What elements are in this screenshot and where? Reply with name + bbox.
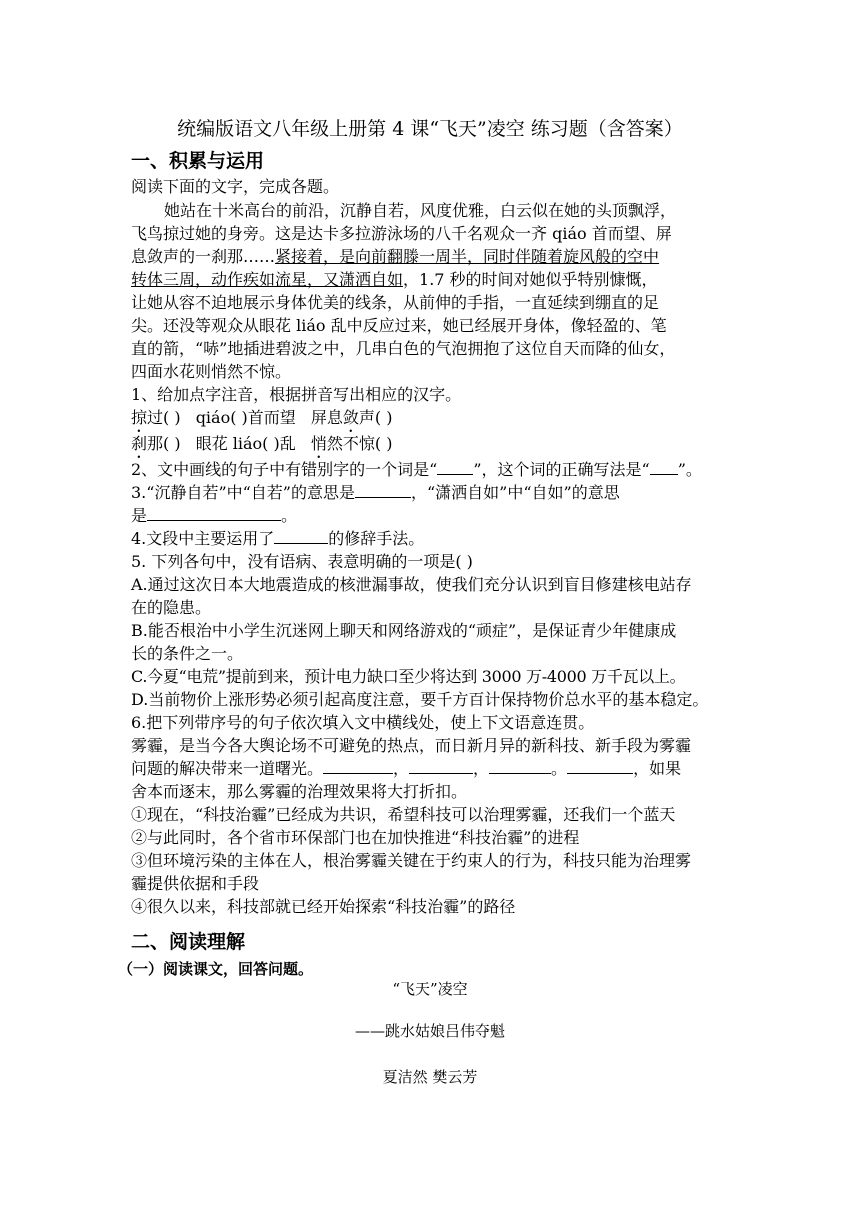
option-a-line-1: A.通过这次日本大地震造成的核泄漏事故，使我们充分认识到盲目修建核电站存 xyxy=(131,575,692,594)
passage-line-3 xyxy=(131,246,659,268)
passage-line-5: 让她从容不迫地展示身体优美的线条，从前伸的手指，一直延续到绷直的足 xyxy=(131,293,660,312)
document-title: 统编版语文八年级上册第 4 课“飞天”凌空 练习题（含答案） xyxy=(177,118,683,140)
question-6-text-2b: ，如果 xyxy=(633,759,682,778)
answer-blank[interactable] xyxy=(567,758,633,774)
underlined-sentence-part-2: 转体三周，动作疾如流星，又潇洒自如 xyxy=(131,270,404,289)
article-authors: 夏洁然 樊云芳 xyxy=(382,1068,478,1086)
question-3-text-c: 是 xyxy=(131,506,148,525)
answer-blank-text: 声( ) xyxy=(358,408,393,427)
answer-blank[interactable] xyxy=(437,459,473,475)
question-1-row-2 xyxy=(131,433,392,462)
question-5-prompt: 5. 下列各句中，没有语病、表意明确的一项是( ) xyxy=(131,552,473,571)
option-b-line-2: 长的条件之一。 xyxy=(131,644,244,663)
answer-blank-text: 然不惊( ) xyxy=(326,434,393,453)
answer-blank[interactable] xyxy=(489,758,551,774)
punct: ， xyxy=(393,759,410,778)
section1-heading: 一、积累与运用 xyxy=(131,150,265,172)
question-4 xyxy=(131,528,424,550)
answer-blank-text: 眼花 liáo( )乱 xyxy=(195,434,296,453)
option-2: ②与此同时，各个省市环保部门也在加快推进“科技治霾”的进程 xyxy=(131,828,580,847)
answer-blank-text: qiáo( )首而望 xyxy=(195,408,296,427)
article-title: “飞天”凌空 xyxy=(392,980,468,998)
underlined-sentence-part-1: 紧接着，是向前翻滕一周半，同时伴随着旋风般的空中 xyxy=(275,247,660,266)
question-3-text-b: ，“潇洒自如”中“自如”的意思 xyxy=(411,483,620,502)
answer-prefix: 屏息 xyxy=(310,408,343,427)
question-2-text-b: ”，这个词的正确写法是“ xyxy=(473,460,650,479)
question-3-text-a: 3.“沉静自若”中“自若”的意思是 xyxy=(131,483,355,502)
option-a-line-2: 在的隐患。 xyxy=(131,598,212,617)
passage-line-3-plain: 息敛声的一刹那…… xyxy=(131,247,276,266)
question-4-text-b: 的修辞手法。 xyxy=(328,529,425,548)
answer-blank-text: 过( ) xyxy=(147,408,181,427)
answer-blank[interactable] xyxy=(274,528,328,544)
question-3-line-1 xyxy=(131,482,620,504)
section2-heading: 二、阅读理解 xyxy=(131,931,246,953)
answer-blank[interactable] xyxy=(323,758,393,774)
question-2-text-c: ”。 xyxy=(677,460,702,479)
option-4: ④很久以来，科技部就已经开始探索“科技治霾”的路径 xyxy=(131,897,516,916)
dotted-char: 悄 xyxy=(310,434,327,453)
question-4-text-a: 4.文段中主要运用了 xyxy=(131,529,275,548)
punct: 。 xyxy=(551,759,568,778)
option-d: D.当前物价上涨形势必须引起高度注意，要千方百计保持物价总水平的基本稳定。 xyxy=(131,690,709,709)
passage-line-4 xyxy=(131,269,658,291)
dotted-char: 刹 xyxy=(131,434,148,453)
question-6-text-3: 舍本而逐末，那么雾霾的治理效果将大打折扣。 xyxy=(131,782,468,801)
passage-line-4-plain: ，1.7 秒的时间对她似乎特别慷慨， xyxy=(403,270,658,289)
answer-blank[interactable] xyxy=(650,459,678,475)
dotted-char: 敛 xyxy=(342,408,359,427)
section2-subheading: （一）阅读课文，回答问题。 xyxy=(118,960,314,978)
option-3-line-2: 霾提供依据和手段 xyxy=(131,874,260,893)
answer-blank-text: 那( ) xyxy=(147,434,181,453)
question-3-text-d: 。 xyxy=(281,506,298,525)
passage-line-1: 她站在十米高台的前沿，沉静自若，风度优雅，白云似在她的头顶飘浮， xyxy=(164,201,677,220)
answer-blank[interactable] xyxy=(409,758,473,774)
option-c: C.今夏“电荒”提前到来，预计电力缺口至少将达到 3000 万-4000 万千瓦以上。 xyxy=(131,667,686,686)
option-1: ①现在，“科技治霾”已经成为共识，希望科技可以治理雾霾，还我们一个蓝天 xyxy=(131,805,676,824)
option-b-line-1: B.能否根治中小学生沉迷网上聊天和网络游戏的“顽症”，是保证青少年健康成 xyxy=(131,621,677,640)
option-3-line-1: ③但环境污染的主体在人，根治雾霾关键在于约束人的行为，科技只能为治理雾 xyxy=(131,851,692,870)
dotted-char: 掠 xyxy=(131,408,148,427)
passage-line-8: 四面水花则悄然不惊。 xyxy=(131,362,292,381)
answer-blank[interactable] xyxy=(147,505,281,521)
answer-blank[interactable] xyxy=(355,482,411,498)
question-1-prompt: 1、给加点字注音，根据拼音写出相应的汉字。 xyxy=(131,385,462,404)
section1-instruction: 阅读下面的文字，完成各题。 xyxy=(131,177,340,196)
question-1-row-1 xyxy=(131,407,393,436)
question-6-text-1: 雾霾，是当今各大舆论场不可避免的热点，而日新月异的新科技、新手段为雾霾 xyxy=(131,736,692,755)
passage-line-7: 直的箭，“哧”地插进碧波之中，几串白色的气泡拥抱了这位自天而降的仙女， xyxy=(131,339,676,358)
question-6-text-2a: 问题的解决带来一道曙光。 xyxy=(131,759,324,778)
question-6-text-2 xyxy=(131,758,681,780)
question-2-text-a: 2、文中画线的句子中有错别字的一个词是“ xyxy=(131,460,438,479)
question-6-prompt: 6.把下列带序号的句子依次填入文中横线处，使上下文语意连贯。 xyxy=(131,713,595,732)
punct: ， xyxy=(473,759,490,778)
question-2 xyxy=(131,459,702,481)
passage-line-6: 尖。还没等观众从眼花 liáo 乱中反应过来，她已经展开身体，像轻盈的、笔 xyxy=(131,316,667,335)
passage-line-2: 飞鸟掠过她的身旁。这是达卡多拉游泳场的八千名观众一齐 qiáo 首而望、屏 xyxy=(131,224,672,243)
question-3-line-2 xyxy=(131,505,297,527)
article-subtitle: ——跳水姑娘吕伟夺魁 xyxy=(354,1022,505,1040)
